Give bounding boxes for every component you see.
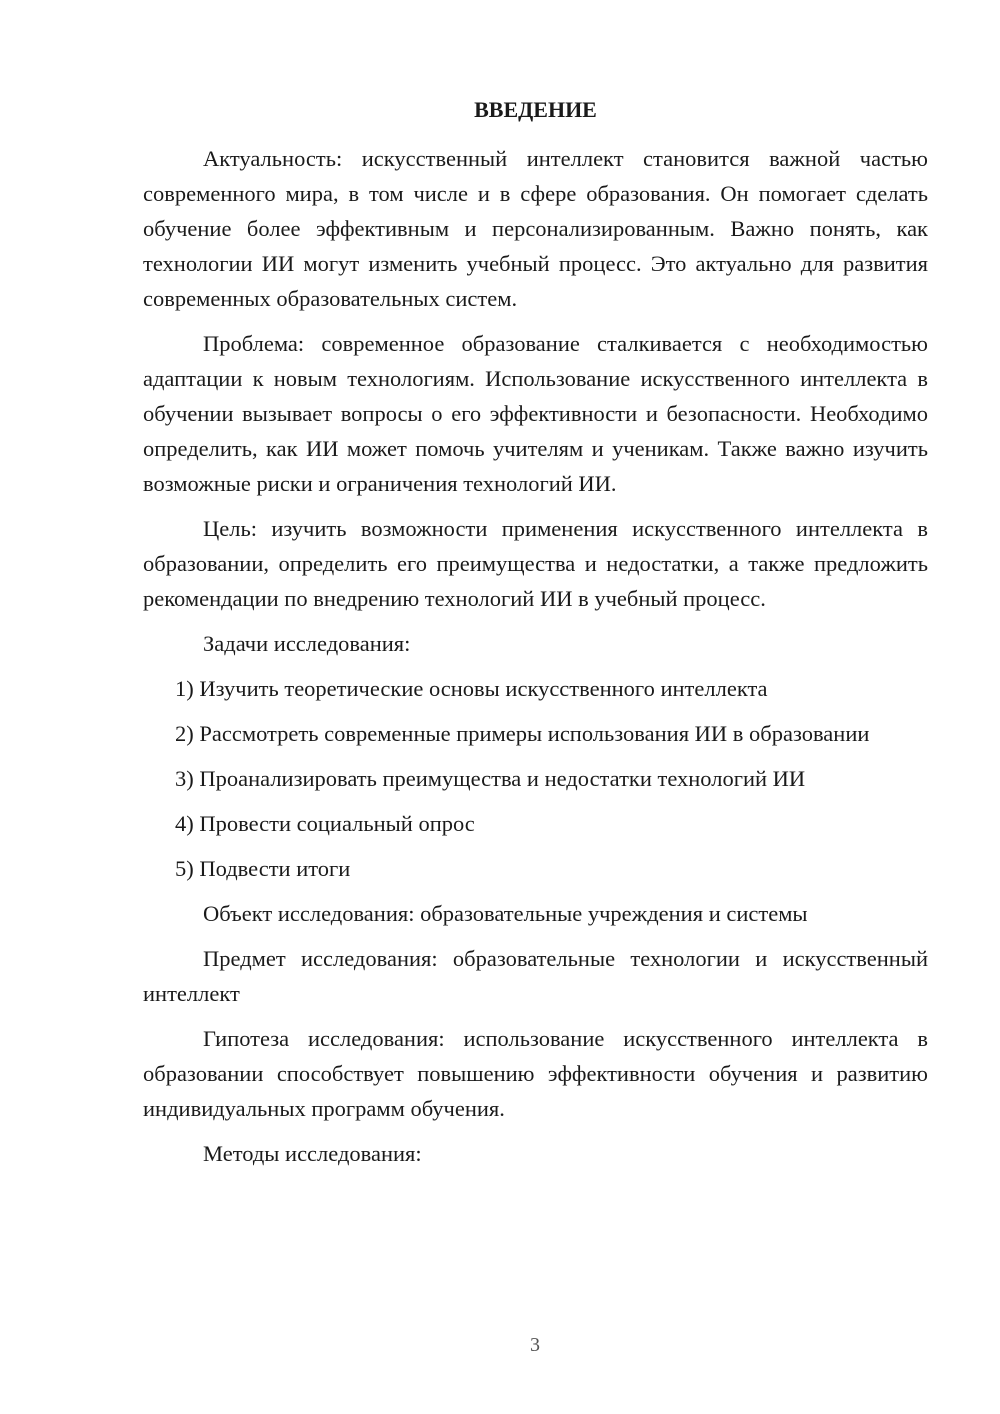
tasks-heading: Задачи исследования: [203,631,411,656]
object-paragraph: Объект исследования: образовательные учреждения и системы [203,901,808,926]
task-item-1: 1) Изучить теоретические основы искусственного интеллекта [175,676,768,701]
section-title: ВВЕДЕНИЕ [474,97,597,122]
document-page [143,92,928,1181]
problem-paragraph: Проблема: современное образование сталкивается с необходимостью адаптации к новым технологиям. Использование искусственного интеллекта в обучении вызывает вопросы о его эффективности и безопасности. Необходимо определить, как ИИ может помочь учителям и ученикам. Также важно изучить возможные риски и ограничения технологий ИИ. [143,331,928,496]
relevance-paragraph: Актуальность: искусственный интеллект становится важной частью современного мира, в том числе и в сфере образования. Он помогает сделать обучение более эффективным и персонализированным. Важно понять, как технологии ИИ могут изменить учебный процесс. Это актуально для развития современных образовательных систем. [143,146,928,311]
subject-paragraph: Предмет исследования: образовательные технологии и искусственный интеллект [143,946,928,1006]
task-item-4: 4) Провести социальный опрос [175,811,475,836]
methods-heading: Методы исследования: [203,1141,422,1166]
task-item-5: 5) Подвести итоги [175,856,351,881]
hypothesis-paragraph: Гипотеза исследования: использование искусственного интеллекта в образовании способствует повышению эффективности обучения и развитию индивидуальных программ обучения. [143,1026,928,1121]
page-number: 3 [530,1334,540,1356]
task-item-2: 2) Рассмотреть современные примеры использования ИИ в образовании [175,721,870,746]
goal-paragraph: Цель: изучить возможности применения искусственного интеллекта в образовании, определить его преимущества и недостатки, а также предложить рекомендации по внедрению технологий ИИ в учебный процесс. [143,516,928,611]
task-item-3: 3) Проанализировать преимущества и недостатки технологий ИИ [175,766,806,791]
